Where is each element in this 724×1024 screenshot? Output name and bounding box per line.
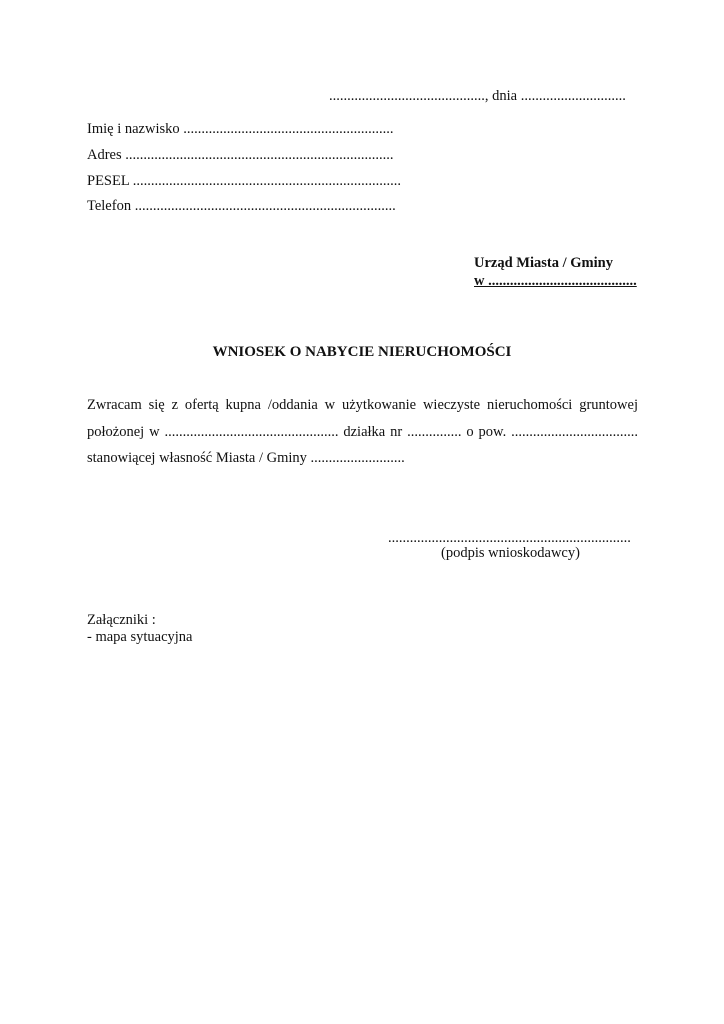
body-text-line-3: stanowiącej własność Miasta / Gminy .......................... [87,450,405,466]
applicant-address-field: Adres .......................................................................... [87,147,394,163]
body-text-line-1: Zwracam się z ofertą kupna /oddania w użytkowanie wieczyste nieruchomości gruntowej [87,397,638,413]
office-place: w ......................................... [474,273,637,289]
applicant-name-field: Imię i nazwisko .......................................................... [87,121,394,137]
office-title: Urząd Miasta / Gminy [474,255,613,271]
applicant-phone-field: Telefon ........................................................................ [87,198,396,214]
document-title: WNIOSEK O NABYCIE NIERUCHOMOŚCI [212,344,512,360]
place-date-line: ..........................................., dnia ............................. [329,88,626,104]
attachments-label: Załączniki : [87,612,156,628]
body-text-line-2: położonej w ................................................ działka nr ............... o pow. ................................... [87,424,638,440]
signature-caption: (podpis wnioskodawcy) [441,545,580,561]
signature-line: ................................................................... [388,530,631,546]
applicant-pesel-field: PESEL .......................................................................... [87,173,402,189]
attachment-item: - mapa sytuacyjna [87,629,193,645]
